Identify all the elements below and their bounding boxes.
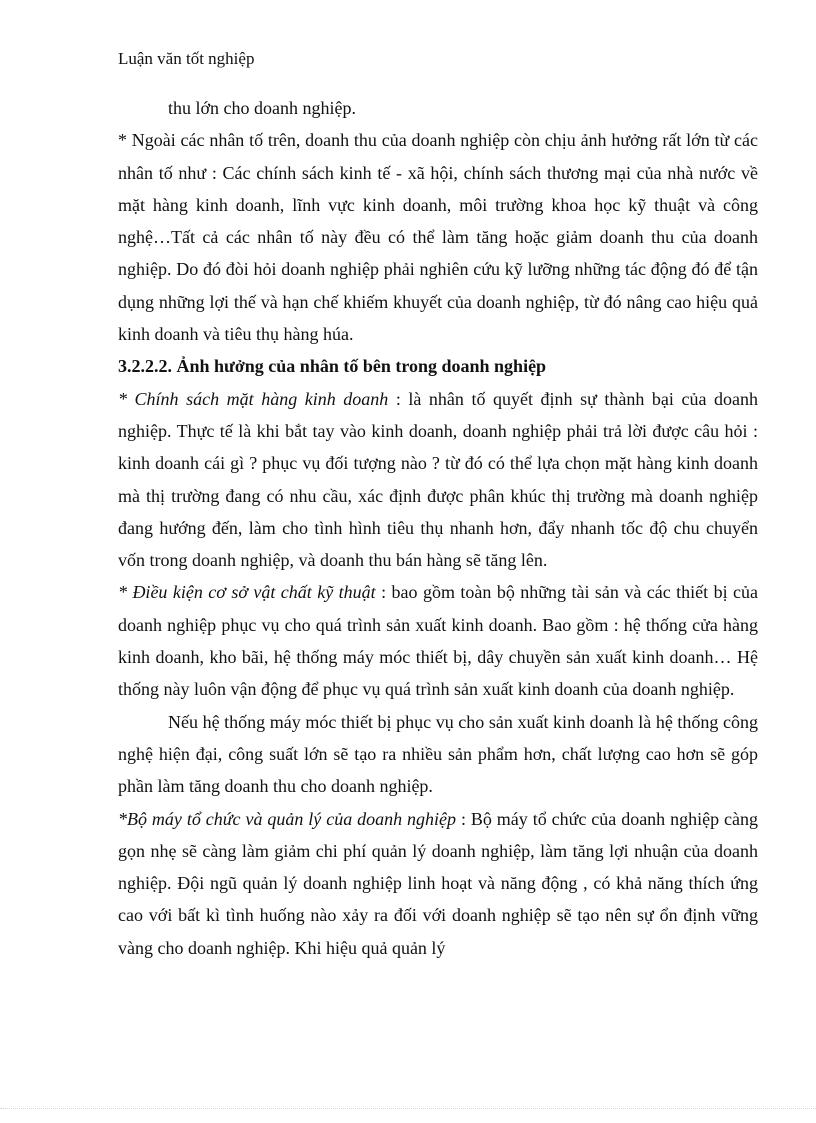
term-facilities: * Điều kiện cơ sở vật chất kỹ thuật — [118, 582, 376, 603]
text-organization: : Bộ máy tổ chức của doanh nghiệp càng gọn nhẹ sẽ càng làm giảm chi phí quản lý doanh nghiệp, làm tăng lợi nhuận của doanh nghiệp. Đội ngũ quản lý doanh nghiệp linh hoạt và năng động , có khả năng thích ứng cao với bất kì tình huống nào xảy ra đối với doanh nghiệp sẽ tạo nên sự ổn định vững vàng cho doanh nghiệp. Khi hiệu quả quản lý — [118, 808, 758, 958]
text-product-policy: : là nhân tố quyết định sự thành bại của doanh nghiệp. Thực tế là khi bắt tay vào kinh doanh, doanh nghiệp phải trả lời được câu hỏi : kinh doanh cái gì ? phục vụ đối tượng nào ? từ đó có thể lựa chọn mặt hàng kinh doanh mà thị trường đang có nhu cầu, xác định được phân khúc thị trường mà doanh nghiệp đang hướng đến, làm cho tình hình tiêu thụ nhanh hơn, đẩy nhanh tốc độ chu chuyển vốn trong doanh nghiệp, và doanh thu bán hàng sẽ tăng lên. — [118, 388, 758, 571]
section-heading: 3.2.2.2. Ảnh hưởng của nhân tố bên trong doanh nghiệp — [118, 356, 547, 377]
text-facilities: : bao gồm toàn bộ những tài sản và các thiết bị của doanh nghiệp phục vụ cho quá trình sản xuất kinh doanh. Bao gồm : hệ thống cửa hàng kinh doanh, kho bãi, hệ thống máy móc thiết bị, dây chuyền sản xuất kinh doanh… Hệ thống này luôn vận động để phục vụ quá trình sản xuất kinh doanh của doanh nghiệp. — [118, 582, 759, 700]
page-bottom-rule — [0, 1108, 816, 1109]
paragraph-equipment: Nếu hệ thống máy móc thiết bị phục vụ cho sản xuất kinh doanh là hệ thống công nghệ hiện đại, công suất lớn sẽ tạo ra nhiều sản phẩm hơn, chất lượng cao hơn sẽ góp phần làm tăng doanh thu cho doanh nghiệp. — [118, 711, 758, 797]
term-product-policy: * Chính sách mặt hàng kinh doanh — [118, 388, 389, 409]
paragraph-organization — [118, 803, 758, 964]
paragraph-facilities — [118, 576, 758, 705]
paragraph-continuation: thu lớn cho doanh nghiệp. — [168, 98, 356, 118]
paragraph-external-factors: * Ngoài các nhân tố trên, doanh thu của doanh nghiệp còn chịu ảnh hưởng rất lớn từ các nhân tố như : Các chính sách kinh tế - xã hội, chính sách thương mại của nhà nước về mặt hàng kinh doanh, lĩnh vực kinh doanh, môi trường khoa học kỹ thuật và công nghệ…Tất cả các nhân tố này đều có thể làm tăng hoặc giảm doanh thu của doanh nghiệp. Do đó đòi hỏi doanh nghiệp phải nghiên cứu kỹ lưỡng những tác động đó để tận dụng những lợi thế và hạn chế khiếm khuyết của doanh nghiệp, từ đó nâng cao hiệu quả kinh doanh và tiêu thụ hàng húa. — [118, 130, 758, 345]
paragraph-product-policy — [118, 383, 758, 577]
term-organization: *Bộ máy tổ chức và quản lý của doanh nghiệp — [118, 808, 457, 829]
body-text — [118, 92, 758, 964]
running-header: Luận văn tốt nghiệp — [118, 49, 255, 68]
